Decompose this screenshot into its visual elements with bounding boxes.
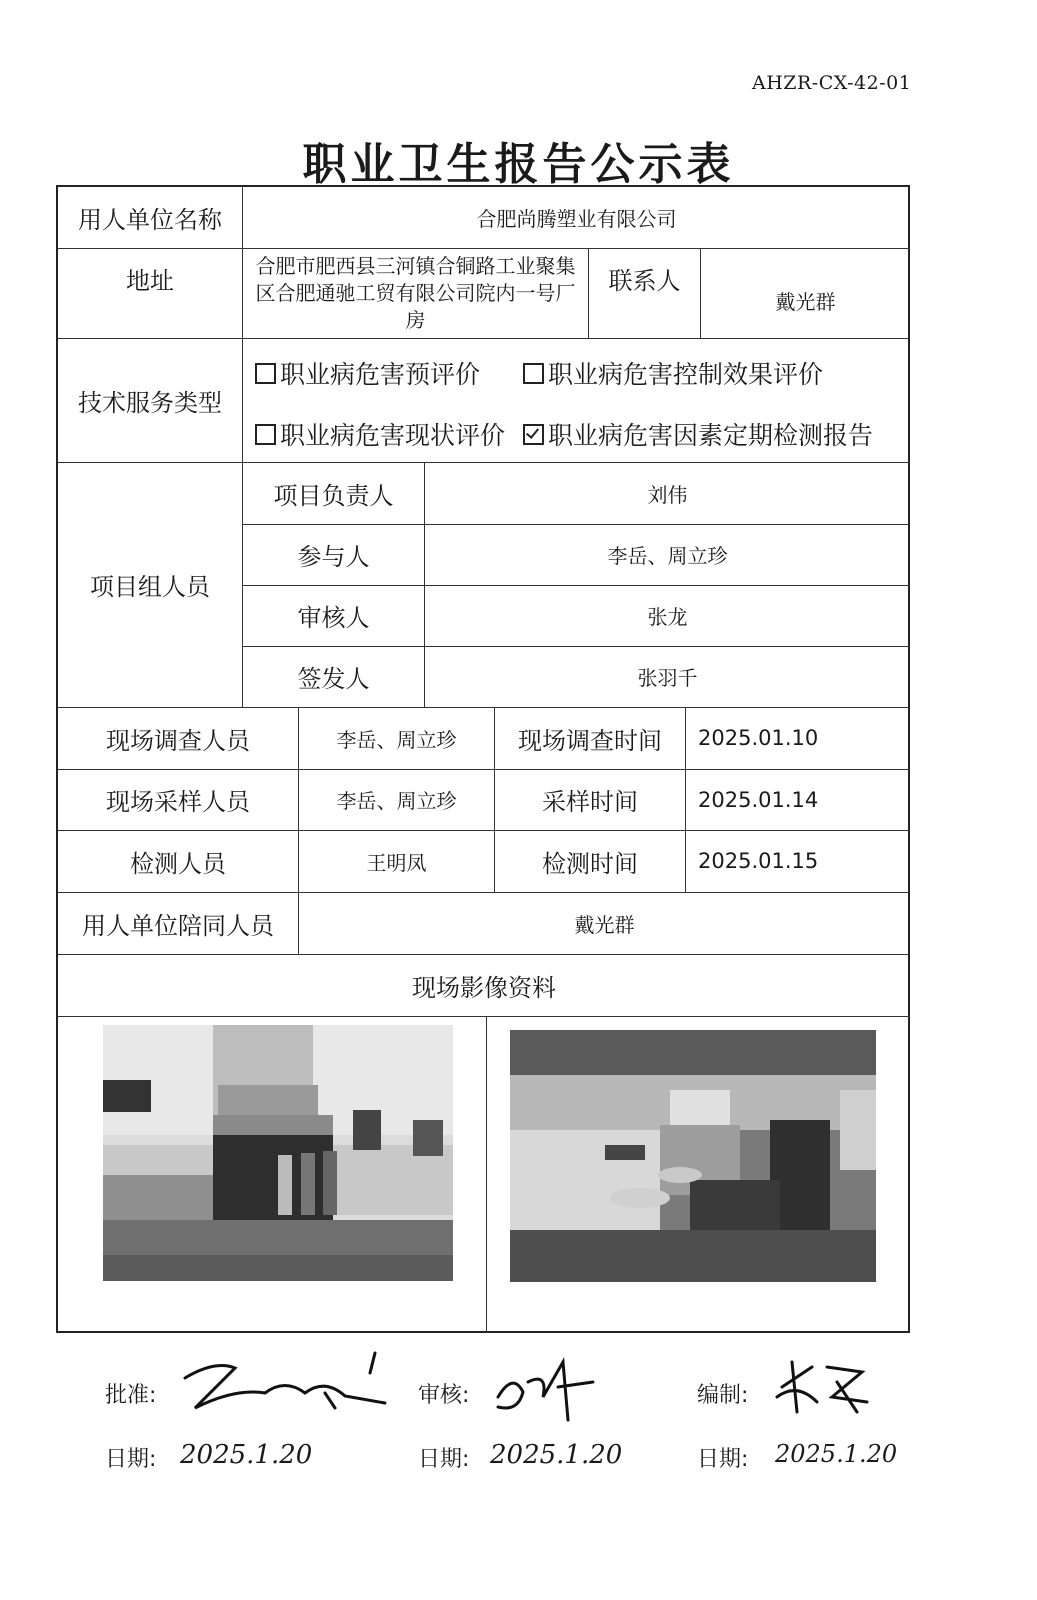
sampling-time-label: 采样时间 <box>542 788 638 816</box>
page-title: 职业卫生报告公示表 <box>302 139 735 190</box>
compile-label: 编制: <box>697 1383 749 1408</box>
team-role-participant: 参与人 <box>297 543 370 571</box>
service-option-periodic-detection[interactable]: 职业病危害因素定期检测报告 <box>523 416 873 452</box>
team-name-issuer: 张羽千 <box>637 666 698 690</box>
employer-name: 合肥尚腾塑业有限公司 <box>476 207 677 231</box>
survey-staff-value: 李岳、周立珍 <box>336 727 457 752</box>
checkbox-unchecked-icon[interactable] <box>255 363 276 384</box>
sampling-time-value: 2025.01.14 <box>698 787 819 812</box>
testing-time-value: 2025.01.15 <box>698 849 819 873</box>
row-divider <box>58 1016 910 1017</box>
review-date-label: 日期: <box>418 1447 470 1472</box>
checkbox-unchecked-icon[interactable] <box>255 424 276 445</box>
photos-label: 现场影像资料 <box>412 973 556 1002</box>
col-divider <box>486 1016 487 1333</box>
form-code: AHZR-CX-42-01 <box>752 72 912 94</box>
team-role-reviewer: 审核人 <box>297 604 370 632</box>
survey-time-label: 现场调查时间 <box>518 726 662 755</box>
checkbox-checked-icon[interactable] <box>523 424 544 445</box>
escort-value: 戴光群 <box>574 912 635 937</box>
contact-label: 联系人 <box>608 266 681 295</box>
team-role-issuer: 签发人 <box>297 665 370 693</box>
team-name-leader: 刘伟 <box>647 482 688 507</box>
testing-time-label: 检测时间 <box>542 849 638 878</box>
compile-date-value: 2025.1.20 <box>775 1440 898 1468</box>
service-option-status-assessment[interactable]: 职业病危害现状评价 <box>255 416 505 452</box>
project-team-label: 项目组人员 <box>90 573 210 601</box>
address-label: 地址 <box>126 266 174 295</box>
address-value: 合肥市肥西县三河镇合铜路工业聚集区合肥通驰工贸有限公司院内一号厂房 <box>255 253 576 332</box>
approve-signature-image <box>175 1348 390 1418</box>
photo-workshop-interior <box>510 1030 876 1282</box>
survey-time-value: 2025.01.10 <box>698 726 819 750</box>
testing-staff-label: 检测人员 <box>130 849 226 878</box>
checkbox-unchecked-icon[interactable] <box>523 363 544 384</box>
review-date-value: 2025.1.20 <box>490 1440 623 1470</box>
team-role-leader: 项目负责人 <box>273 481 394 510</box>
review-label: 审核: <box>418 1383 470 1408</box>
service-option-pre-assessment[interactable]: 职业病危害预评价 <box>255 355 480 391</box>
service-option-control-effect[interactable]: 职业病危害控制效果评价 <box>523 355 823 391</box>
team-name-participant: 李岳、周立珍 <box>607 544 728 568</box>
contact-value: 戴光群 <box>775 289 836 314</box>
service-type-label: 技术服务类型 <box>78 388 222 417</box>
report-table <box>56 185 910 1333</box>
employer-label: 用人单位名称 <box>78 206 222 234</box>
compile-signature-image <box>772 1352 872 1420</box>
approve-label: 批准: <box>105 1383 157 1408</box>
escort-label: 用人单位陪同人员 <box>82 911 274 940</box>
factory-exterior-image <box>103 1025 453 1281</box>
approve-date-value: 2025.1.20 <box>180 1440 313 1470</box>
survey-staff-label: 现场调查人员 <box>106 726 250 755</box>
sampling-staff-value: 李岳、周立珍 <box>336 789 457 813</box>
workshop-interior-image <box>510 1030 876 1282</box>
compile-date-label: 日期: <box>697 1447 749 1472</box>
sampling-staff-label: 现场采样人员 <box>106 788 250 816</box>
testing-staff-value: 王明凤 <box>366 850 427 875</box>
review-signature-image <box>488 1352 598 1424</box>
photo-factory-exterior <box>103 1025 453 1281</box>
approve-date-label: 日期: <box>105 1447 157 1472</box>
team-name-reviewer: 张龙 <box>647 605 688 629</box>
